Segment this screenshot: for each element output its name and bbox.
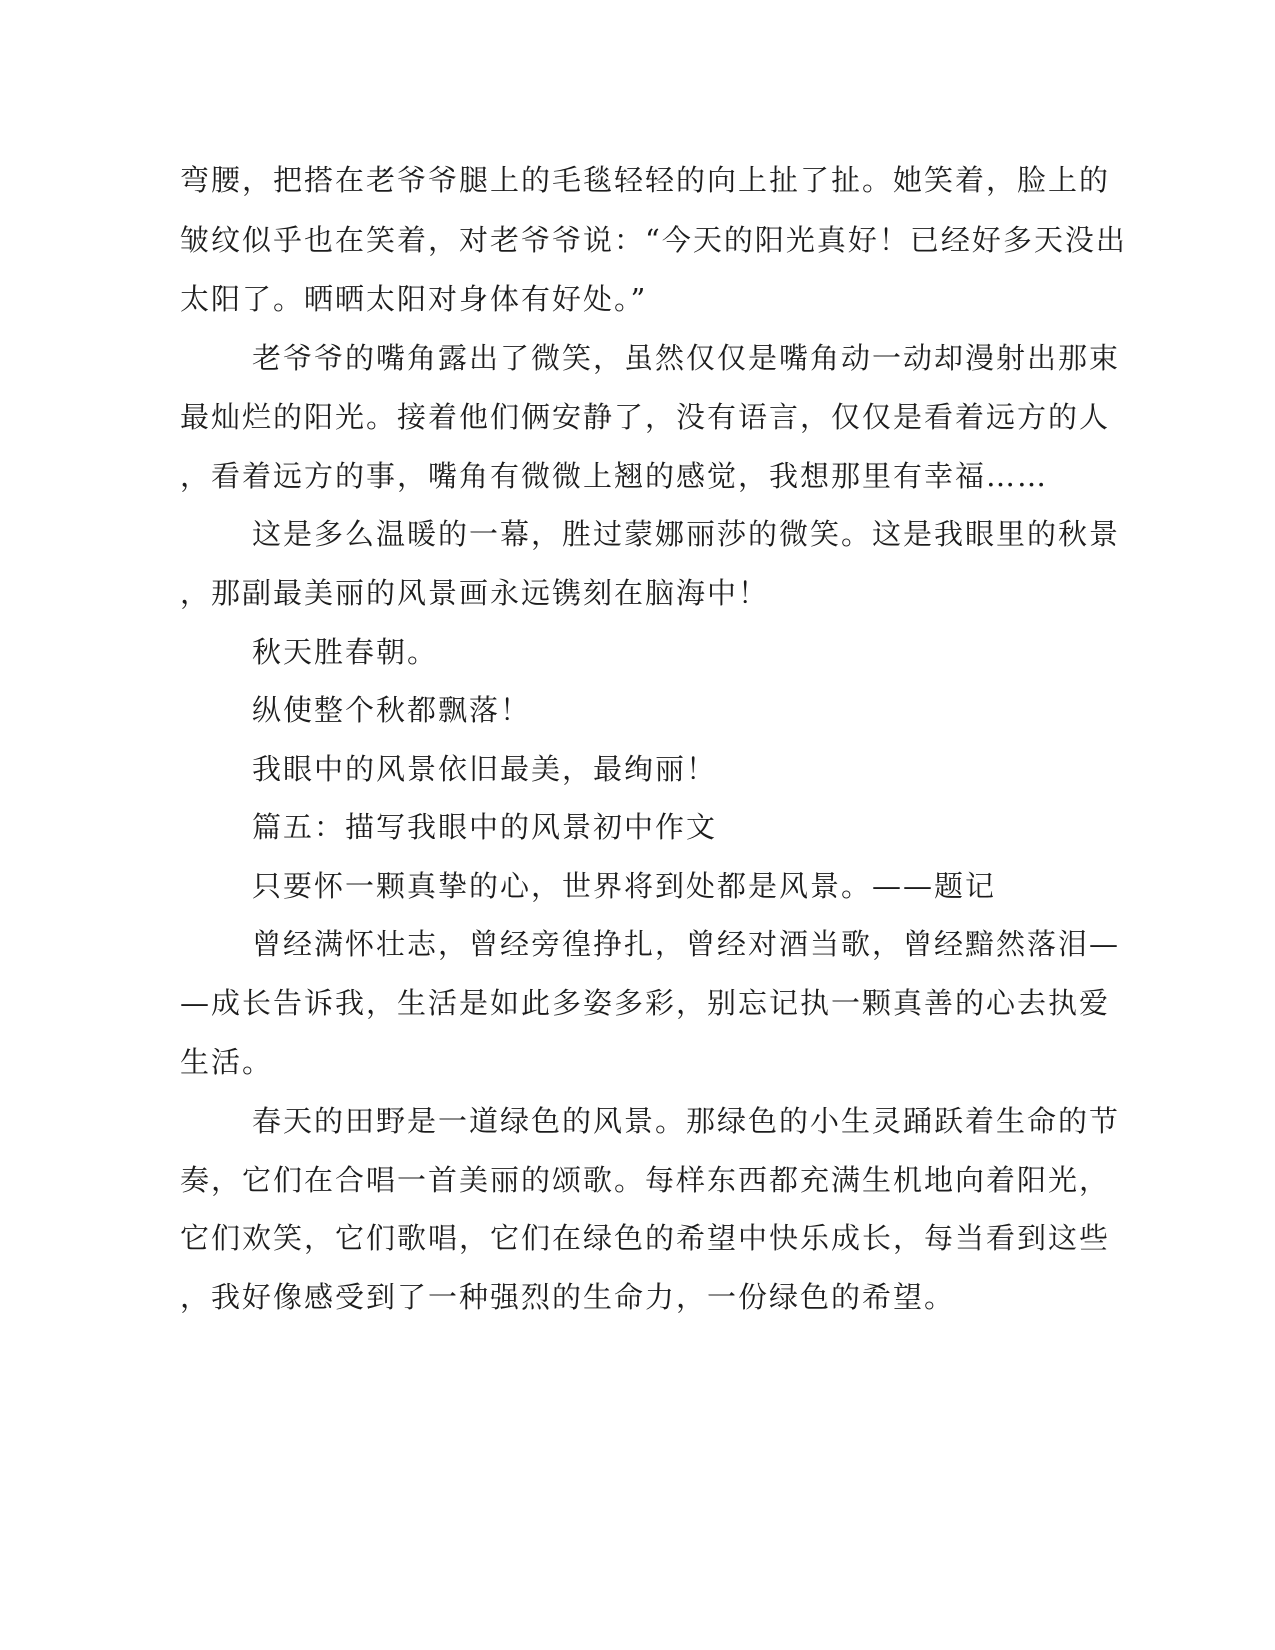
text-line: 老爷爷的嘴角露出了微笑，虽然仅仅是嘴角动一动却漫射出那束 bbox=[252, 341, 1121, 375]
text-line: —成长告诉我，生活是如此多姿多彩，别忘记执一颗真善的心去执爱 bbox=[180, 986, 1111, 1020]
text-line: 它们欢笑，它们歌唱，它们在绿色的希望中快乐成长，每当看到这些 bbox=[180, 1221, 1111, 1255]
text-line: 最灿烂的阳光。接着他们俩安静了，没有语言，仅仅是看着远方的人 bbox=[180, 400, 1111, 434]
text-line: 我眼中的风景依旧最美，最绚丽！ bbox=[252, 752, 718, 786]
text-line: 皱纹似乎也在笑着，对老爷爷说：“今天的阳光真好！已经好多天没出 bbox=[180, 223, 1127, 257]
text-line: 只要怀一颗真挚的心，世界将到处都是风景。——题记 bbox=[252, 869, 997, 903]
text-line: ，那副最美丽的风景画永远镌刻在脑海中！ bbox=[180, 576, 770, 610]
text-line: ，看着远方的事，嘴角有微微上翘的感觉，我想那里有幸福…… bbox=[180, 459, 1049, 493]
text-line: 秋天胜春朝。 bbox=[252, 635, 439, 669]
section-heading: 篇五：描写我眼中的风景初中作文 bbox=[252, 810, 718, 844]
text-line: 弯腰，把搭在老爷爷腿上的毛毯轻轻的向上扯了扯。她笑着，脸上的 bbox=[180, 163, 1111, 197]
text-line: 奏，它们在合唱一首美丽的颂歌。每样东西都充满生机地向着阳光， bbox=[180, 1163, 1111, 1197]
text-line: 这是多么温暖的一幕，胜过蒙娜丽莎的微笑。这是我眼里的秋景 bbox=[252, 517, 1121, 551]
text-line: 太阳了。晒晒太阳对身体有好处。” bbox=[180, 282, 648, 316]
text-line: ，我好像感受到了一种强烈的生命力，一份绿色的希望。 bbox=[180, 1280, 956, 1314]
text-line: 生活。 bbox=[180, 1045, 274, 1079]
text-line: 春天的田野是一道绿色的风景。那绿色的小生灵踊跃着生命的节 bbox=[252, 1104, 1121, 1138]
text-line: 纵使整个秋都飘落！ bbox=[252, 693, 532, 727]
text-line: 曾经满怀壮志，曾经旁徨挣扎，曾经对酒当歌，曾经黯然落泪— bbox=[252, 927, 1121, 961]
